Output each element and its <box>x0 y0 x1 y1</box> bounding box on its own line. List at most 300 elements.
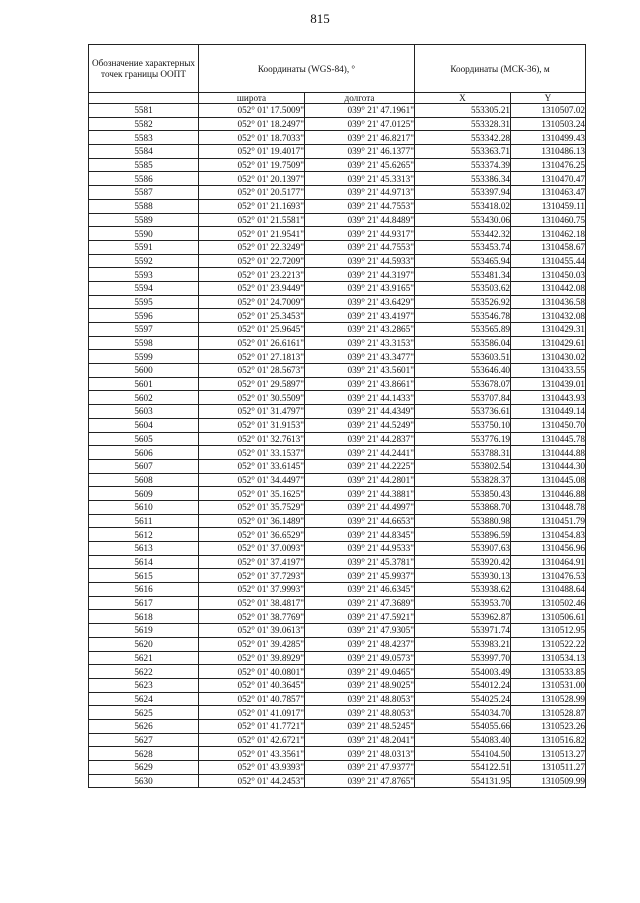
longitude-cell: 039° 21' 44.7553" <box>305 199 415 213</box>
longitude-cell: 039° 21' 44.5249" <box>305 418 415 432</box>
x-cell: 553920.42 <box>415 555 511 569</box>
header-x: X <box>415 93 511 104</box>
point-id-cell: 5628 <box>89 747 199 761</box>
latitude-cell: 052° 01' 23.9449" <box>199 281 305 295</box>
table-row <box>89 186 586 200</box>
longitude-cell: 039° 21' 44.8489" <box>305 213 415 227</box>
x-cell: 553328.31 <box>415 117 511 131</box>
point-id-cell: 5604 <box>89 418 199 432</box>
table-row <box>89 637 586 651</box>
y-cell: 1310528.99 <box>511 692 586 706</box>
x-cell: 554104.50 <box>415 747 511 761</box>
latitude-cell: 052° 01' 36.6529" <box>199 528 305 542</box>
point-id-cell: 5591 <box>89 240 199 254</box>
latitude-cell: 052° 01' 18.7033" <box>199 131 305 145</box>
longitude-cell: 039° 21' 45.3313" <box>305 172 415 186</box>
table-row <box>89 665 586 679</box>
x-cell: 553983.21 <box>415 637 511 651</box>
x-cell: 553386.34 <box>415 172 511 186</box>
y-cell: 1310444.30 <box>511 459 586 473</box>
y-cell: 1310462.18 <box>511 227 586 241</box>
latitude-cell: 052° 01' 37.4197" <box>199 555 305 569</box>
longitude-cell: 039° 21' 44.2837" <box>305 432 415 446</box>
point-id-cell: 5615 <box>89 569 199 583</box>
table-row <box>89 240 586 254</box>
x-cell: 553503.62 <box>415 281 511 295</box>
longitude-cell: 039° 21' 43.3153" <box>305 336 415 350</box>
latitude-cell: 052° 01' 21.9541" <box>199 227 305 241</box>
longitude-cell: 039° 21' 46.6345" <box>305 583 415 597</box>
x-cell: 553678.07 <box>415 377 511 391</box>
x-cell: 553707.84 <box>415 391 511 405</box>
table-row <box>89 268 586 282</box>
x-cell: 553828.37 <box>415 473 511 487</box>
latitude-cell: 052° 01' 22.7209" <box>199 254 305 268</box>
header-y: Y <box>511 93 586 104</box>
coordinates-table <box>88 44 586 788</box>
latitude-cell: 052° 01' 31.9153" <box>199 418 305 432</box>
point-id-cell: 5613 <box>89 542 199 556</box>
point-id-cell: 5583 <box>89 131 199 145</box>
longitude-cell: 039° 21' 45.9937" <box>305 569 415 583</box>
page-number: 815 <box>310 11 330 26</box>
point-id-cell: 5581 <box>89 104 199 118</box>
x-cell: 553418.02 <box>415 199 511 213</box>
point-id-cell: 5602 <box>89 391 199 405</box>
point-id-cell: 5593 <box>89 268 199 282</box>
y-cell: 1310448.78 <box>511 500 586 514</box>
longitude-cell: 039° 21' 43.3477" <box>305 350 415 364</box>
longitude-cell: 039° 21' 43.5601" <box>305 364 415 378</box>
longitude-cell: 039° 21' 49.0465" <box>305 665 415 679</box>
point-id-cell: 5584 <box>89 145 199 159</box>
x-cell: 553430.06 <box>415 213 511 227</box>
x-cell: 553868.70 <box>415 500 511 514</box>
x-cell: 553374.39 <box>415 158 511 172</box>
latitude-cell: 052° 01' 23.2213" <box>199 268 305 282</box>
latitude-cell: 052° 01' 27.1813" <box>199 350 305 364</box>
x-cell: 553997.70 <box>415 651 511 665</box>
latitude-cell: 052° 01' 19.4017" <box>199 145 305 159</box>
longitude-cell: 039° 21' 44.9533" <box>305 542 415 556</box>
latitude-cell: 052° 01' 31.4797" <box>199 405 305 419</box>
table-row <box>89 747 586 761</box>
y-cell: 1310511.27 <box>511 761 586 775</box>
point-id-cell: 5606 <box>89 446 199 460</box>
x-cell: 554122.51 <box>415 761 511 775</box>
point-id-cell: 5619 <box>89 624 199 638</box>
longitude-cell: 039° 21' 48.5245" <box>305 719 415 733</box>
table-row <box>89 569 586 583</box>
x-cell: 553305.21 <box>415 104 511 118</box>
y-cell: 1310486.13 <box>511 145 586 159</box>
longitude-cell: 039° 21' 44.2441" <box>305 446 415 460</box>
latitude-cell: 052° 01' 40.7857" <box>199 692 305 706</box>
point-id-cell: 5582 <box>89 117 199 131</box>
y-cell: 1310450.03 <box>511 268 586 282</box>
latitude-cell: 052° 01' 39.8929" <box>199 651 305 665</box>
latitude-cell: 052° 01' 42.6721" <box>199 733 305 747</box>
x-cell: 553788.31 <box>415 446 511 460</box>
point-id-cell: 5630 <box>89 774 199 788</box>
y-cell: 1310429.61 <box>511 336 586 350</box>
table-row <box>89 309 586 323</box>
latitude-cell: 052° 01' 34.4497" <box>199 473 305 487</box>
x-cell: 553453.74 <box>415 240 511 254</box>
table-row <box>89 104 586 118</box>
point-id-cell: 5587 <box>89 186 199 200</box>
latitude-cell: 052° 01' 32.7613" <box>199 432 305 446</box>
latitude-cell: 052° 01' 28.5673" <box>199 364 305 378</box>
x-cell: 553850.43 <box>415 487 511 501</box>
y-cell: 1310432.08 <box>511 309 586 323</box>
y-cell: 1310442.08 <box>511 281 586 295</box>
y-cell: 1310445.08 <box>511 473 586 487</box>
longitude-cell: 039° 21' 47.1961" <box>305 104 415 118</box>
table-row <box>89 172 586 186</box>
point-id-cell: 5626 <box>89 719 199 733</box>
table-row <box>89 596 586 610</box>
table-row <box>89 227 586 241</box>
y-cell: 1310534.13 <box>511 651 586 665</box>
point-id-cell: 5598 <box>89 336 199 350</box>
y-cell: 1310445.78 <box>511 432 586 446</box>
longitude-cell: 039° 21' 46.8217" <box>305 131 415 145</box>
table-row <box>89 145 586 159</box>
x-cell: 553397.94 <box>415 186 511 200</box>
y-cell: 1310476.53 <box>511 569 586 583</box>
x-cell: 554012.24 <box>415 678 511 692</box>
x-cell: 553907.63 <box>415 542 511 556</box>
longitude-cell: 039° 21' 46.1377" <box>305 145 415 159</box>
longitude-cell: 039° 21' 47.9377" <box>305 761 415 775</box>
table-row <box>89 158 586 172</box>
x-cell: 553565.89 <box>415 323 511 337</box>
point-id-cell: 5622 <box>89 665 199 679</box>
y-cell: 1310451.79 <box>511 514 586 528</box>
longitude-cell: 039° 21' 47.9305" <box>305 624 415 638</box>
point-id-cell: 5599 <box>89 350 199 364</box>
table-row <box>89 487 586 501</box>
longitude-cell: 039° 21' 44.1433" <box>305 391 415 405</box>
point-id-cell: 5605 <box>89 432 199 446</box>
table-row <box>89 418 586 432</box>
y-cell: 1310455.44 <box>511 254 586 268</box>
x-cell: 553930.13 <box>415 569 511 583</box>
y-cell: 1310476.25 <box>511 158 586 172</box>
table-row <box>89 459 586 473</box>
y-cell: 1310460.75 <box>511 213 586 227</box>
table-row <box>89 706 586 720</box>
table-row <box>89 500 586 514</box>
longitude-cell: 039° 21' 48.8053" <box>305 692 415 706</box>
y-cell: 1310523.26 <box>511 719 586 733</box>
y-cell: 1310464.91 <box>511 555 586 569</box>
table-row <box>89 624 586 638</box>
point-id-cell: 5617 <box>89 596 199 610</box>
x-cell: 553776.19 <box>415 432 511 446</box>
point-id-cell: 5608 <box>89 473 199 487</box>
table-row <box>89 555 586 569</box>
table-row <box>89 281 586 295</box>
latitude-cell: 052° 01' 35.1625" <box>199 487 305 501</box>
table-row <box>89 131 586 145</box>
y-cell: 1310503.24 <box>511 117 586 131</box>
latitude-cell: 052° 01' 29.5897" <box>199 377 305 391</box>
latitude-cell: 052° 01' 36.1489" <box>199 514 305 528</box>
latitude-cell: 052° 01' 40.3645" <box>199 678 305 692</box>
point-id-cell: 5607 <box>89 459 199 473</box>
longitude-cell: 039° 21' 48.0313" <box>305 747 415 761</box>
header-msk36: Координаты (МСК-36), м <box>415 45 586 93</box>
table-row <box>89 117 586 131</box>
latitude-cell: 052° 01' 41.7721" <box>199 719 305 733</box>
x-cell: 553526.92 <box>415 295 511 309</box>
longitude-cell: 039° 21' 44.4997" <box>305 500 415 514</box>
longitude-cell: 039° 21' 44.2225" <box>305 459 415 473</box>
latitude-cell: 052° 01' 26.6161" <box>199 336 305 350</box>
point-id-cell: 5623 <box>89 678 199 692</box>
x-cell: 553750.10 <box>415 418 511 432</box>
y-cell: 1310512.95 <box>511 624 586 638</box>
y-cell: 1310444.88 <box>511 446 586 460</box>
point-id-cell: 5596 <box>89 309 199 323</box>
point-id-cell: 5612 <box>89 528 199 542</box>
longitude-cell: 039° 21' 43.6429" <box>305 295 415 309</box>
table-body <box>89 104 586 788</box>
table-row <box>89 377 586 391</box>
y-cell: 1310499.43 <box>511 131 586 145</box>
longitude-cell: 039° 21' 48.4237" <box>305 637 415 651</box>
latitude-cell: 052° 01' 22.3249" <box>199 240 305 254</box>
x-cell: 554025.24 <box>415 692 511 706</box>
x-cell: 553586.04 <box>415 336 511 350</box>
latitude-cell: 052° 01' 44.2453" <box>199 774 305 788</box>
longitude-cell: 039° 21' 44.5933" <box>305 254 415 268</box>
table-row <box>89 473 586 487</box>
y-cell: 1310470.47 <box>511 172 586 186</box>
longitude-cell: 039° 21' 44.9317" <box>305 227 415 241</box>
y-cell: 1310454.83 <box>511 528 586 542</box>
table-row <box>89 774 586 788</box>
y-cell: 1310522.22 <box>511 637 586 651</box>
latitude-cell: 052° 01' 43.9393" <box>199 761 305 775</box>
point-id-cell: 5595 <box>89 295 199 309</box>
x-cell: 554003.49 <box>415 665 511 679</box>
point-id-cell: 5625 <box>89 706 199 720</box>
latitude-cell: 052° 01' 39.4285" <box>199 637 305 651</box>
latitude-cell: 052° 01' 38.7769" <box>199 610 305 624</box>
x-cell: 554034.70 <box>415 706 511 720</box>
latitude-cell: 052° 01' 41.0917" <box>199 706 305 720</box>
x-cell: 553736.61 <box>415 405 511 419</box>
x-cell: 554131.95 <box>415 774 511 788</box>
table-row <box>89 733 586 747</box>
longitude-cell: 039° 21' 45.6265" <box>305 158 415 172</box>
point-id-cell: 5618 <box>89 610 199 624</box>
x-cell: 553603.51 <box>415 350 511 364</box>
y-cell: 1310439.01 <box>511 377 586 391</box>
latitude-cell: 052° 01' 18.2497" <box>199 117 305 131</box>
table-row <box>89 651 586 665</box>
longitude-cell: 039° 21' 47.0125" <box>305 117 415 131</box>
table-row <box>89 542 586 556</box>
latitude-cell: 052° 01' 37.9993" <box>199 583 305 597</box>
point-id-cell: 5600 <box>89 364 199 378</box>
latitude-cell: 052° 01' 33.1537" <box>199 446 305 460</box>
latitude-cell: 052° 01' 39.0613" <box>199 624 305 638</box>
point-id-cell: 5610 <box>89 500 199 514</box>
x-cell: 553342.28 <box>415 131 511 145</box>
x-cell: 553896.59 <box>415 528 511 542</box>
latitude-cell: 052° 01' 30.5509" <box>199 391 305 405</box>
y-cell: 1310509.99 <box>511 774 586 788</box>
x-cell: 553953.70 <box>415 596 511 610</box>
table-row <box>89 199 586 213</box>
x-cell: 553442.32 <box>415 227 511 241</box>
table-row <box>89 719 586 733</box>
table-row <box>89 514 586 528</box>
y-cell: 1310429.31 <box>511 323 586 337</box>
point-id-cell: 5601 <box>89 377 199 391</box>
y-cell: 1310433.55 <box>511 364 586 378</box>
latitude-cell: 052° 01' 37.7293" <box>199 569 305 583</box>
point-id-cell: 5624 <box>89 692 199 706</box>
x-cell: 554055.66 <box>415 719 511 733</box>
y-cell: 1310459.11 <box>511 199 586 213</box>
longitude-cell: 039° 21' 49.0573" <box>305 651 415 665</box>
x-cell: 553802.54 <box>415 459 511 473</box>
point-id-cell: 5585 <box>89 158 199 172</box>
longitude-cell: 039° 21' 48.2041" <box>305 733 415 747</box>
latitude-cell: 052° 01' 21.5581" <box>199 213 305 227</box>
table-row <box>89 432 586 446</box>
latitude-cell: 052° 01' 35.7529" <box>199 500 305 514</box>
point-id-cell: 5586 <box>89 172 199 186</box>
x-cell: 553546.78 <box>415 309 511 323</box>
latitude-cell: 052° 01' 43.3561" <box>199 747 305 761</box>
y-cell: 1310463.47 <box>511 186 586 200</box>
point-id-cell: 5592 <box>89 254 199 268</box>
point-id-cell: 5594 <box>89 281 199 295</box>
table-row <box>89 391 586 405</box>
point-id-cell: 5589 <box>89 213 199 227</box>
header-point-name: Обозначение характерных точек границы ООПТ <box>89 45 199 93</box>
longitude-cell: 039° 21' 45.3781" <box>305 555 415 569</box>
table-row <box>89 692 586 706</box>
y-cell: 1310456.96 <box>511 542 586 556</box>
y-cell: 1310436.58 <box>511 295 586 309</box>
point-id-cell: 5588 <box>89 199 199 213</box>
longitude-cell: 039° 21' 44.4349" <box>305 405 415 419</box>
x-cell: 553363.71 <box>415 145 511 159</box>
y-cell: 1310513.27 <box>511 747 586 761</box>
y-cell: 1310506.61 <box>511 610 586 624</box>
point-id-cell: 5614 <box>89 555 199 569</box>
latitude-cell: 052° 01' 40.0801" <box>199 665 305 679</box>
table-row <box>89 295 586 309</box>
longitude-cell: 039° 21' 47.3689" <box>305 596 415 610</box>
point-id-cell: 5611 <box>89 514 199 528</box>
y-cell: 1310507.02 <box>511 104 586 118</box>
point-id-cell: 5590 <box>89 227 199 241</box>
longitude-cell: 039° 21' 44.2801" <box>305 473 415 487</box>
x-cell: 554083.40 <box>415 733 511 747</box>
y-cell: 1310450.70 <box>511 418 586 432</box>
y-cell: 1310458.67 <box>511 240 586 254</box>
header-latitude: широта <box>199 93 305 104</box>
header-blank <box>89 93 199 104</box>
y-cell: 1310502.46 <box>511 596 586 610</box>
header-longitude: долгота <box>305 93 415 104</box>
latitude-cell: 052° 01' 25.3453" <box>199 309 305 323</box>
point-id-cell: 5616 <box>89 583 199 597</box>
table-row <box>89 254 586 268</box>
latitude-cell: 052° 01' 24.7009" <box>199 295 305 309</box>
y-cell: 1310488.64 <box>511 583 586 597</box>
y-cell: 1310449.14 <box>511 405 586 419</box>
header-wgs84: Координаты (WGS-84), ° <box>199 45 415 93</box>
x-cell: 553481.34 <box>415 268 511 282</box>
table-row <box>89 350 586 364</box>
longitude-cell: 039° 21' 44.6653" <box>305 514 415 528</box>
latitude-cell: 052° 01' 21.1693" <box>199 199 305 213</box>
table-row <box>89 336 586 350</box>
longitude-cell: 039° 21' 44.9713" <box>305 186 415 200</box>
table-row <box>89 761 586 775</box>
latitude-cell: 052° 01' 33.6145" <box>199 459 305 473</box>
x-cell: 553938.62 <box>415 583 511 597</box>
longitude-cell: 039° 21' 48.9025" <box>305 678 415 692</box>
point-id-cell: 5603 <box>89 405 199 419</box>
longitude-cell: 039° 21' 44.3881" <box>305 487 415 501</box>
latitude-cell: 052° 01' 38.4817" <box>199 596 305 610</box>
y-cell: 1310531.00 <box>511 678 586 692</box>
table-row <box>89 323 586 337</box>
point-id-cell: 5627 <box>89 733 199 747</box>
longitude-cell: 039° 21' 44.7553" <box>305 240 415 254</box>
y-cell: 1310443.93 <box>511 391 586 405</box>
y-cell: 1310446.88 <box>511 487 586 501</box>
longitude-cell: 039° 21' 43.9165" <box>305 281 415 295</box>
longitude-cell: 039° 21' 44.3197" <box>305 268 415 282</box>
longitude-cell: 039° 21' 47.8765" <box>305 774 415 788</box>
y-cell: 1310533.85 <box>511 665 586 679</box>
point-id-cell: 5597 <box>89 323 199 337</box>
latitude-cell: 052° 01' 20.5177" <box>199 186 305 200</box>
table-row <box>89 610 586 624</box>
longitude-cell: 039° 21' 48.8053" <box>305 706 415 720</box>
latitude-cell: 052° 01' 25.9645" <box>199 323 305 337</box>
x-cell: 553880.98 <box>415 514 511 528</box>
point-id-cell: 5629 <box>89 761 199 775</box>
table-row <box>89 405 586 419</box>
latitude-cell: 052° 01' 20.1397" <box>199 172 305 186</box>
x-cell: 553465.94 <box>415 254 511 268</box>
longitude-cell: 039° 21' 43.8661" <box>305 377 415 391</box>
longitude-cell: 039° 21' 47.5921" <box>305 610 415 624</box>
table-row <box>89 446 586 460</box>
latitude-cell: 052° 01' 17.5009" <box>199 104 305 118</box>
y-cell: 1310430.02 <box>511 350 586 364</box>
longitude-cell: 039° 21' 43.2865" <box>305 323 415 337</box>
x-cell: 553971.74 <box>415 624 511 638</box>
table-row <box>89 528 586 542</box>
longitude-cell: 039° 21' 43.4197" <box>305 309 415 323</box>
y-cell: 1310516.82 <box>511 733 586 747</box>
point-id-cell: 5621 <box>89 651 199 665</box>
x-cell: 553646.40 <box>415 364 511 378</box>
